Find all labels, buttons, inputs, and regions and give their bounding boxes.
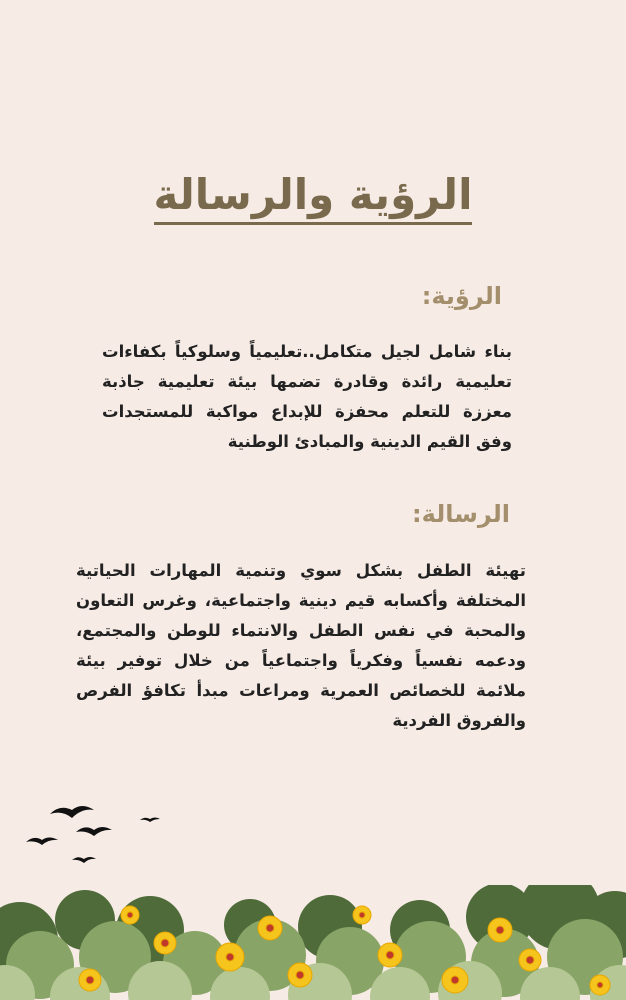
page-title xyxy=(0,170,626,225)
mission-paragraph: تهيئة الطفل بشكل سوي وتنمية المهارات الحياتية المختلفة وأكسابه قيم دينية واجتماعية، وغرس التعاون والمحبة في نفس الطفل والانتماء للوطن والمجتمع، ودعمه نفسياً وفكرياً واجتماعياً من خلال توفير بيئة ملائمة للخصائص العمرية ومراعات مبدأ تكافؤ الفرص والفروق الفردية xyxy=(76,561,526,730)
page-title-text: الرؤية والرسالة xyxy=(154,170,473,225)
vision-paragraph: بناء شامل لجيل متكامل..تعليمياً وسلوكياً بكفاءات تعليمية رائدة وقادرة تضمها بيئة تعليمية جاذبة معززة للتعلم محفزة للإبداع مواكبة للمستجدات وفق القيم الدينية والمبادئ الوطنية xyxy=(102,342,512,451)
mission-heading: الرسالة: xyxy=(412,500,510,528)
bushes-flowers-icon xyxy=(0,885,626,1000)
vision-heading: الرؤية: xyxy=(421,282,502,310)
birds-icon xyxy=(20,800,170,870)
